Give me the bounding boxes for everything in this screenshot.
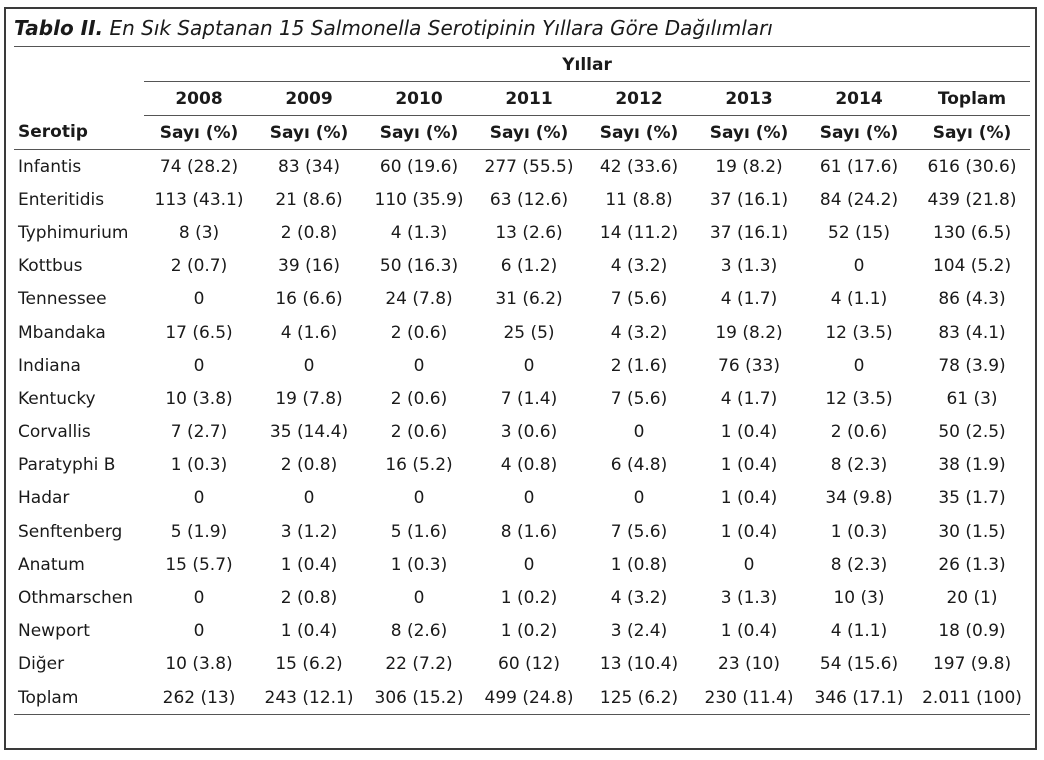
value-cell: 1 (0.4) [720, 488, 778, 509]
count-percent-header-0: Sayı (%) [144, 116, 254, 150]
value-cell: 3 (1.2) [280, 521, 338, 542]
table-row [14, 183, 1030, 216]
year-header-4: 2012 [584, 82, 694, 116]
table-row [14, 283, 1030, 316]
serotype-name-cell: Toplam [14, 681, 144, 715]
value-cell: 0 [193, 355, 205, 376]
value-cell: 13 (2.6) [495, 222, 563, 243]
value-cell: 11 (8.8) [605, 189, 673, 210]
value-cell: 37 (16.1) [709, 189, 789, 210]
value-cell: 19 (8.2) [715, 322, 783, 343]
count-percent-header-7: Sayı (%) [914, 116, 1030, 150]
value-cell: 3 (0.6) [500, 422, 558, 443]
value-cell: 50 (2.5) [938, 422, 1006, 443]
value-cell: 7 (1.4) [500, 388, 558, 409]
value-cell: 19 (8.2) [715, 156, 783, 177]
table-row [14, 581, 1030, 614]
value-cell: 113 (43.1) [154, 189, 244, 210]
value-cell: 2.011 (100) [914, 681, 1030, 715]
value-cell: 26 (1.3) [938, 554, 1006, 575]
value-cell: 61 (3) [946, 388, 998, 409]
value-cell: 0 [303, 488, 315, 509]
value-cell: 306 (15.2) [364, 681, 474, 715]
value-cell: 86 (4.3) [938, 289, 1006, 310]
value-cell: 76 (33) [718, 355, 780, 376]
serotype-name-cell: Anatum [18, 554, 85, 575]
value-cell: 3 (1.3) [720, 588, 778, 609]
value-cell: 6 (1.2) [500, 256, 558, 277]
serotype-name-cell: Othmarschen [18, 588, 133, 609]
value-cell: 125 (6.2) [584, 681, 694, 715]
header-empty-cell [14, 48, 144, 82]
value-cell: 23 (10) [718, 654, 780, 675]
value-cell: 1 (0.3) [170, 455, 228, 476]
table-row [14, 615, 1030, 648]
table-row [14, 548, 1030, 581]
value-cell: 0 [743, 554, 755, 575]
table-row [14, 449, 1030, 482]
count-percent-header-1: Sayı (%) [254, 116, 364, 150]
value-cell: 4 (3.2) [610, 256, 668, 277]
value-cell: 1 (0.2) [500, 588, 558, 609]
value-cell: 4 (1.1) [830, 289, 888, 310]
count-percent-header-3: Sayı (%) [474, 116, 584, 150]
value-cell: 84 (24.2) [819, 189, 899, 210]
value-cell: 25 (5) [503, 322, 555, 343]
table-caption [14, 16, 773, 40]
value-cell: 2 (1.6) [610, 355, 668, 376]
value-cell: 0 [193, 488, 205, 509]
value-cell: 243 (12.1) [254, 681, 364, 715]
value-cell: 35 (14.4) [269, 422, 349, 443]
value-cell: 14 (11.2) [599, 222, 679, 243]
value-cell: 0 [303, 355, 315, 376]
value-cell: 0 [193, 621, 205, 642]
value-cell: 1 (0.4) [280, 554, 338, 575]
value-cell: 12 (3.5) [825, 388, 893, 409]
value-cell: 2 (0.8) [280, 455, 338, 476]
value-cell: 1 (0.3) [390, 554, 448, 575]
value-cell: 24 (7.8) [385, 289, 453, 310]
value-cell: 52 (15) [828, 222, 890, 243]
value-cell: 10 (3.8) [165, 654, 233, 675]
year-header-1: 2009 [254, 82, 364, 116]
year-header-3: 2011 [474, 82, 584, 116]
value-cell: 60 (19.6) [379, 156, 459, 177]
value-cell: 31 (6.2) [495, 289, 563, 310]
value-cell: 13 (10.4) [599, 654, 679, 675]
value-cell: 8 (1.6) [500, 521, 558, 542]
value-cell: 0 [523, 554, 535, 575]
value-cell: 0 [413, 355, 425, 376]
value-cell: 4 (1.1) [830, 621, 888, 642]
value-cell: 499 (24.8) [474, 681, 584, 715]
value-cell: 3 (2.4) [610, 621, 668, 642]
value-cell: 34 (9.8) [825, 488, 893, 509]
table-row [14, 482, 1030, 515]
value-cell: 8 (2.6) [390, 621, 448, 642]
year-header-5: 2013 [694, 82, 804, 116]
value-cell: 21 (8.6) [275, 189, 343, 210]
value-cell: 4 (1.7) [720, 388, 778, 409]
serotype-name-cell: Hadar [18, 488, 70, 509]
value-cell: 0 [193, 588, 205, 609]
value-cell: 2 (0.6) [390, 322, 448, 343]
value-cell: 3 (1.3) [720, 256, 778, 277]
value-cell: 50 (16.3) [379, 256, 459, 277]
value-cell: 439 (21.8) [927, 189, 1017, 210]
value-cell: 277 (55.5) [484, 156, 574, 177]
value-cell: 61 (17.6) [819, 156, 899, 177]
value-cell: 4 (1.3) [390, 222, 448, 243]
serotype-name-cell: Paratyphi B [18, 455, 116, 476]
value-cell: 19 (7.8) [275, 388, 343, 409]
value-cell: 1 (0.3) [830, 521, 888, 542]
table-container [14, 48, 1030, 715]
serotype-name-cell: Kentucky [18, 388, 96, 409]
value-cell: 0 [523, 355, 535, 376]
value-cell: 104 (5.2) [932, 256, 1012, 277]
serotype-table [14, 48, 1030, 715]
value-cell: 16 (6.6) [275, 289, 343, 310]
caption-label: Tablo II. [14, 16, 104, 40]
value-cell: 0 [523, 488, 535, 509]
table-row [14, 316, 1030, 349]
value-cell: 1 (0.4) [720, 422, 778, 443]
value-cell: 74 (28.2) [159, 156, 239, 177]
year-header-6: 2014 [804, 82, 914, 116]
value-cell: 346 (17.1) [804, 681, 914, 715]
value-cell: 6 (4.8) [610, 455, 668, 476]
table-row [14, 382, 1030, 415]
value-cell: 1 (0.4) [280, 621, 338, 642]
value-cell: 8 (3) [178, 222, 220, 243]
value-cell: 130 (6.5) [932, 222, 1012, 243]
value-cell: 2 (0.8) [280, 588, 338, 609]
serotype-name-cell: Newport [18, 621, 90, 642]
value-cell: 4 (3.2) [610, 588, 668, 609]
table-row [14, 515, 1030, 548]
value-cell: 7 (5.6) [610, 521, 668, 542]
serotype-name-cell: Indiana [18, 355, 81, 376]
caption-rule [14, 46, 1030, 47]
value-cell: 30 (1.5) [938, 521, 1006, 542]
value-cell: 37 (16.1) [709, 222, 789, 243]
serotype-name-cell: Kottbus [18, 256, 83, 277]
value-cell: 15 (5.7) [165, 554, 233, 575]
count-percent-header-6: Sayı (%) [804, 116, 914, 150]
value-cell: 230 (11.4) [694, 681, 804, 715]
value-cell: 10 (3.8) [165, 388, 233, 409]
value-cell: 2 (0.8) [280, 222, 338, 243]
serotype-name-cell: Infantis [18, 156, 82, 177]
value-cell: 20 (1) [946, 588, 998, 609]
year-header-7: Toplam [914, 82, 1030, 116]
value-cell: 63 (12.6) [489, 189, 569, 210]
value-cell: 4 (1.6) [280, 322, 338, 343]
year-header-2: 2010 [364, 82, 474, 116]
value-cell: 78 (3.9) [938, 355, 1006, 376]
caption-text: En Sık Saptanan 15 Salmonella Serotipinin Yıllara Göre Dağılımları [103, 16, 773, 40]
table-row [14, 216, 1030, 249]
table-row [14, 648, 1030, 681]
value-cell: 0 [413, 488, 425, 509]
value-cell: 616 (30.6) [927, 156, 1017, 177]
value-cell: 18 (0.9) [938, 621, 1006, 642]
table-row [14, 150, 1030, 184]
value-cell: 0 [853, 355, 865, 376]
value-cell: 0 [853, 256, 865, 277]
value-cell: 2 (0.6) [830, 422, 888, 443]
serotype-name-cell: Corvallis [18, 422, 91, 443]
value-cell: 1 (0.2) [500, 621, 558, 642]
value-cell: 17 (6.5) [165, 322, 233, 343]
value-cell: 42 (33.6) [599, 156, 679, 177]
value-cell: 5 (1.9) [170, 521, 228, 542]
value-cell: 22 (7.2) [385, 654, 453, 675]
value-cell: 35 (1.7) [938, 488, 1006, 509]
value-cell: 38 (1.9) [938, 455, 1006, 476]
value-cell: 60 (12) [498, 654, 560, 675]
value-cell: 10 (3) [833, 588, 885, 609]
value-cell: 8 (2.3) [830, 554, 888, 575]
table-row [14, 416, 1030, 449]
table-row [14, 250, 1030, 283]
value-cell: 54 (15.6) [819, 654, 899, 675]
value-cell: 7 (5.6) [610, 289, 668, 310]
value-cell: 1 (0.8) [610, 554, 668, 575]
years-group-header: Yıllar [144, 48, 1030, 82]
value-cell: 1 (0.4) [720, 521, 778, 542]
value-cell: 110 (35.9) [374, 189, 464, 210]
table-row [14, 681, 1030, 715]
value-cell: 39 (16) [278, 256, 340, 277]
value-cell: 5 (1.6) [390, 521, 448, 542]
value-cell: 262 (13) [144, 681, 254, 715]
value-cell: 83 (34) [278, 156, 340, 177]
value-cell: 7 (2.7) [170, 422, 228, 443]
value-cell: 2 (0.7) [170, 256, 228, 277]
serotype-name-cell: Diğer [18, 654, 65, 675]
value-cell: 4 (0.8) [500, 455, 558, 476]
value-cell: 0 [633, 488, 645, 509]
value-cell: 12 (3.5) [825, 322, 893, 343]
serotype-name-cell: Mbandaka [18, 322, 106, 343]
value-cell: 2 (0.6) [390, 388, 448, 409]
value-cell: 0 [413, 588, 425, 609]
value-cell: 83 (4.1) [938, 322, 1006, 343]
value-cell: 1 (0.4) [720, 455, 778, 476]
serotype-name-cell: Senftenberg [18, 521, 123, 542]
value-cell: 1 (0.4) [720, 621, 778, 642]
serotype-name-cell: Tennessee [18, 289, 107, 310]
count-percent-header-4: Sayı (%) [584, 116, 694, 150]
serotype-name-cell: Typhimurium [18, 222, 129, 243]
value-cell: 2 (0.6) [390, 422, 448, 443]
value-cell: 16 (5.2) [385, 455, 453, 476]
value-cell: 197 (9.8) [932, 654, 1012, 675]
value-cell: 4 (3.2) [610, 322, 668, 343]
value-cell: 4 (1.7) [720, 289, 778, 310]
year-header-0: 2008 [144, 82, 254, 116]
value-cell: 0 [633, 422, 645, 443]
header-empty-cell [14, 82, 144, 116]
serotype-name-cell: Enteritidis [18, 189, 105, 210]
count-percent-header-2: Sayı (%) [364, 116, 474, 150]
serotype-column-header: Serotip [14, 116, 144, 150]
table-row [14, 349, 1030, 382]
count-percent-header-5: Sayı (%) [694, 116, 804, 150]
value-cell: 0 [193, 289, 205, 310]
value-cell: 15 (6.2) [275, 654, 343, 675]
value-cell: 7 (5.6) [610, 388, 668, 409]
value-cell: 8 (2.3) [830, 455, 888, 476]
